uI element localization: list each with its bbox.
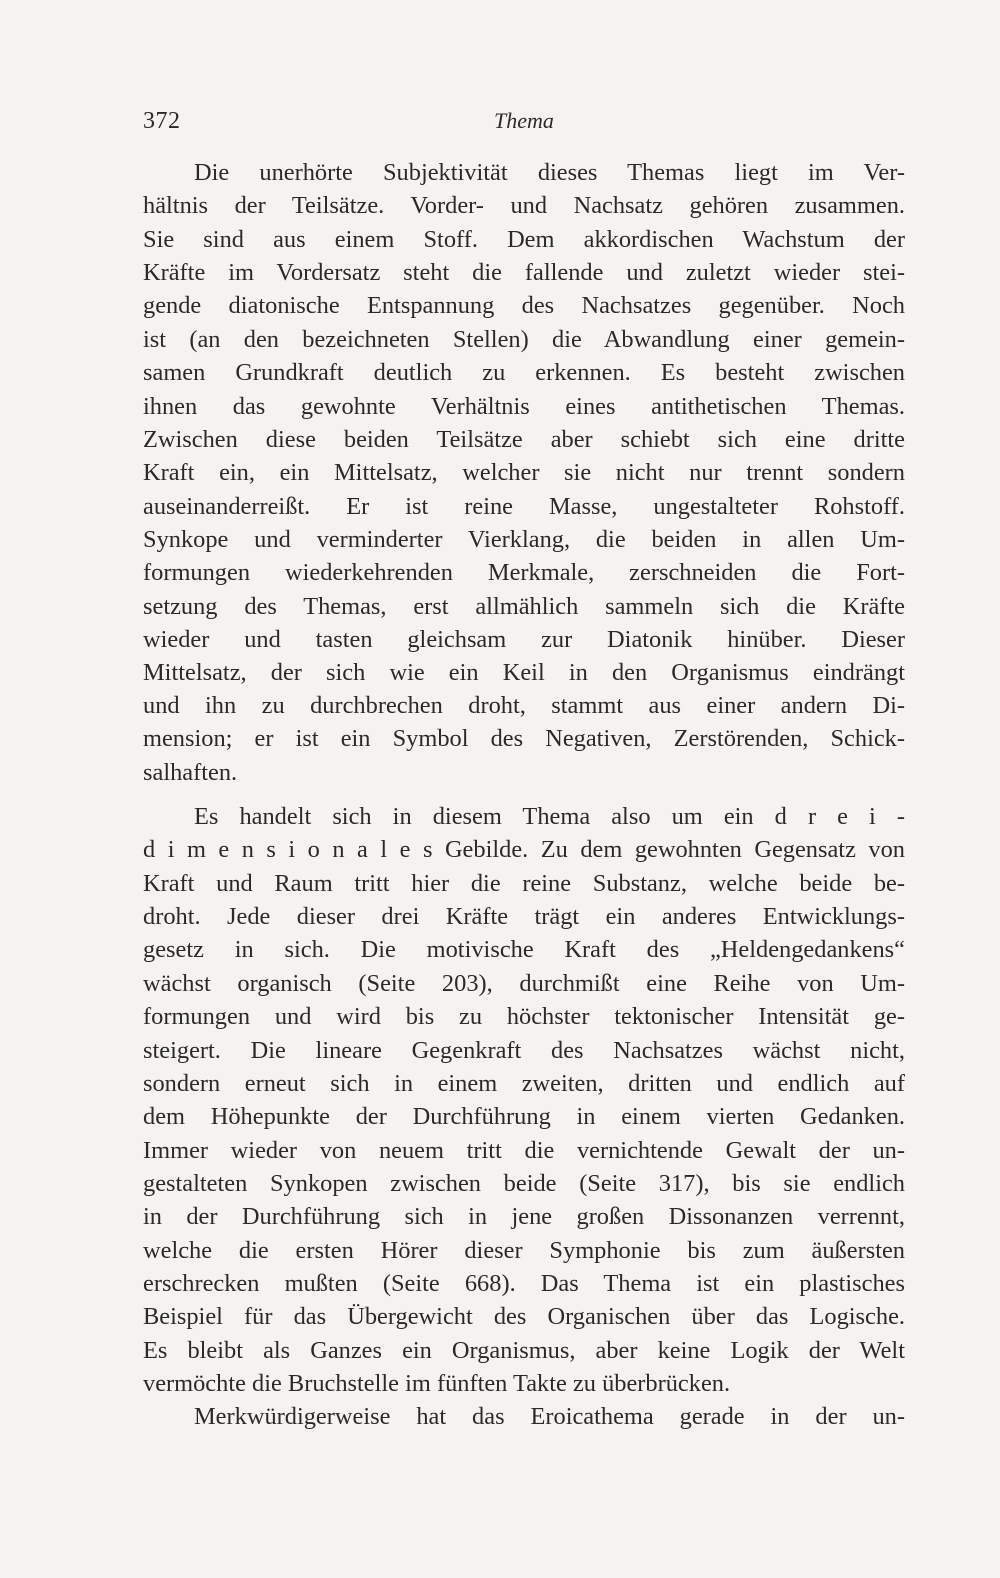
body-line: Es handelt sich in diesem Thema also um ein d r e i - (194, 803, 905, 830)
body-line: in der Durchführung sich in jene großen Dissonanzen verrennt, (143, 1203, 905, 1230)
body-line: gesetz in sich. Die motivische Kraft des „Heldengedankens“ (143, 936, 905, 963)
body-line: Mittelsatz, der sich wie ein Keil in den Organismus eindrängt (143, 659, 905, 686)
body-line: auseinanderreißt. Er ist reine Masse, ungestalteter Rohstoff. (143, 493, 905, 520)
body-line: dem Höhepunkte der Durchführung in einem vierten Gedanken. (143, 1103, 905, 1130)
body-line: droht. Jede dieser drei Kräfte trägt ein anderes Entwicklungs- (143, 903, 905, 930)
body-line: Beispiel für das Übergewicht des Organischen über das Logische. (143, 1303, 905, 1330)
body-line: Es bleibt als Ganzes ein Organismus, aber keine Logik der Welt (143, 1337, 905, 1364)
body-line: Zwischen diese beiden Teilsätze aber schiebt sich eine dritte (143, 426, 905, 453)
body-line: vermöchte die Bruchstelle im fünften Takte zu überbrücken. (143, 1370, 731, 1397)
page-header (143, 108, 905, 142)
body-line: steigert. Die lineare Gegenkraft des Nachsatzes wächst nicht, (143, 1037, 905, 1064)
body-line: setzung des Themas, erst allmählich sammeln sich die Kräfte (143, 593, 905, 620)
body-line: d i m e n s i o n a l e s Gebilde. Zu dem gewohnten Gegensatz von (143, 836, 905, 863)
body-line: gestalteten Synkopen zwischen beide (Seite 317), bis sie endlich (143, 1170, 905, 1197)
body-line: Kräfte im Vordersatz steht die fallende und zuletzt wieder stei- (143, 259, 905, 286)
body-line: ist (an den bezeichneten Stellen) die Abwandlung einer gemein- (143, 326, 905, 353)
body-line: Synkope und verminderter Vierklang, die beiden in allen Um- (143, 526, 905, 553)
body-line: hältnis der Teilsätze. Vorder- und Nachsatz gehören zusammen. (143, 192, 905, 219)
body-line: mension; er ist ein Symbol des Negativen, Zerstörenden, Schick- (143, 725, 905, 752)
body-line: formungen wiederkehrenden Merkmale, zerschneiden die Fort- (143, 559, 905, 586)
body-line: Immer wieder von neuem tritt die vernichtende Gewalt der un- (143, 1137, 905, 1164)
body-line: gende diatonische Entspannung des Nachsatzes gegenüber. Noch (143, 292, 905, 319)
body-line: Kraft und Raum tritt hier die reine Substanz, welche beide be- (143, 870, 905, 897)
body-line: Die unerhörte Subjektivität dieses Themas liegt im Ver- (194, 159, 905, 186)
running-title: Thema (494, 108, 554, 133)
body-line: Kraft ein, ein Mittelsatz, welcher sie nicht nur trennt sondern (143, 459, 905, 486)
body-line: samen Grundkraft deutlich zu erkennen. Es besteht zwischen (143, 359, 905, 386)
body-line: formungen und wird bis zu höchster tektonischer Intensität ge- (143, 1003, 905, 1030)
body-line: welche die ersten Hörer dieser Symphonie bis zum äußersten (143, 1237, 905, 1264)
body-line: Merkwürdigerweise hat das Eroicathema gerade in der un- (194, 1403, 905, 1430)
body-line: wächst organisch (Seite 203), durchmißt eine Reihe von Um- (143, 970, 905, 997)
body-line: wieder und tasten gleichsam zur Diatonik hinüber. Dieser (143, 626, 905, 653)
body-line: ihnen das gewohnte Verhältnis eines antithetischen Themas. (143, 393, 905, 420)
body-line: erschrecken mußten (Seite 668). Das Thema ist ein plastisches (143, 1270, 905, 1297)
body-line: Sie sind aus einem Stoff. Dem akkordischen Wachstum der (143, 226, 905, 253)
body-line: sondern erneut sich in einem zweiten, dritten und endlich auf (143, 1070, 905, 1097)
page-number: 372 (143, 108, 181, 134)
body-line: salhaften. (143, 759, 238, 786)
body-line: und ihn zu durchbrechen droht, stammt aus einer andern Di- (143, 692, 905, 719)
